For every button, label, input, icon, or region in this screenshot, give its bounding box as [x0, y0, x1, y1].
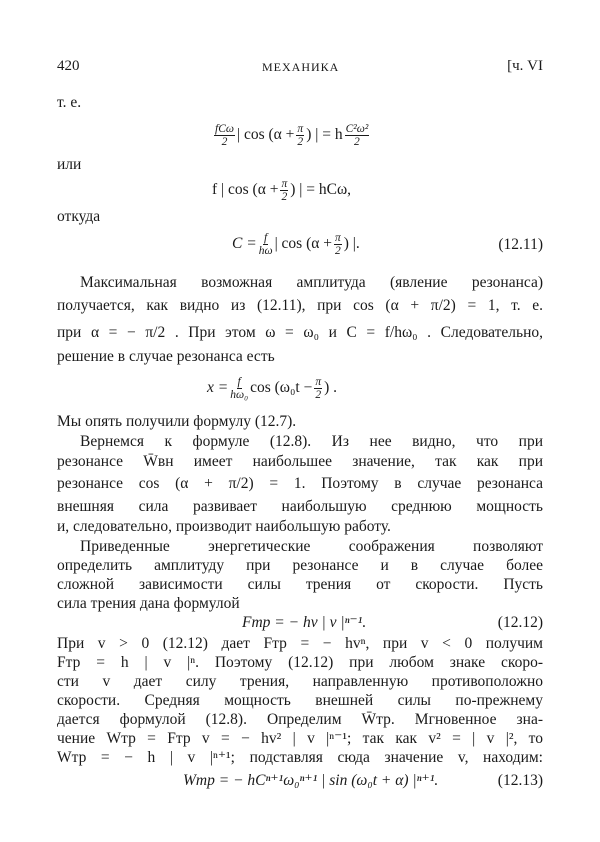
numerator: π	[334, 231, 341, 244]
text-line: резонансе W̄вн имеет наибольшее значение, так как при	[57, 453, 543, 470]
text-line: откуда	[57, 208, 101, 225]
page-number: 420	[57, 58, 80, 74]
text-line: При v > 0 (12.12) дает Fтр = − hvⁿ, при v < 0 получим	[57, 635, 543, 652]
numerator: π	[315, 375, 322, 388]
text-line: скорости. Средняя мощность внешней силы по-прежнему	[57, 692, 543, 709]
equation-12-13	[183, 762, 438, 798]
denominator: 2	[281, 190, 288, 203]
eq-part: | cos (α +	[237, 126, 295, 143]
eq-part: x =	[207, 379, 229, 396]
eq-part: ) .	[324, 379, 338, 396]
equation-1	[212, 117, 371, 153]
text-line: сила трения дана формулой	[57, 595, 240, 612]
equation-number: (12.13)	[497, 772, 543, 789]
text-line: определить амплитуду при резонансе и в случае более	[57, 557, 543, 574]
eq-part: | cos (α +	[274, 235, 332, 252]
text-line: т. е.	[57, 94, 82, 111]
eq-part: f | cos (α +	[212, 181, 279, 198]
text-line: сложной зависимости силы трения от скорости. Пусть	[57, 576, 543, 593]
equation-12-11	[232, 226, 360, 262]
numerator: π	[297, 122, 304, 135]
text-line: решение в случае резонанса есть	[57, 348, 275, 365]
eq-part: Wтр = − hCⁿ⁺¹ω₀ⁿ⁺¹ | sin (ω₀t + α) |ⁿ⁺¹.	[183, 771, 439, 789]
text-line: Wтр = − h | v |ⁿ⁺¹; подставляя сюда значение v, находим:	[57, 749, 543, 766]
denominator: hω	[258, 244, 273, 257]
equation-resonance	[207, 370, 337, 406]
text-line: при α = − π/2 . При этом ω = ω₀ и C = f/hω₀ . Следовательно,	[57, 324, 543, 341]
running-title: МЕХАНИКА	[262, 60, 340, 74]
eq-part: cos (ω₀t −	[250, 379, 313, 396]
denominator: 2	[334, 244, 341, 257]
section-label: [ч. VI	[507, 58, 543, 74]
eq-part: Fтр = − hv | v |ⁿ⁻¹.	[242, 613, 367, 631]
text-line: дается формулой (12.8). Определим W̄тр. Мгновенное зна-	[57, 711, 543, 728]
text-line: и, следовательно, производит наибольшую работу.	[57, 518, 391, 535]
numerator: C²ω²	[345, 122, 369, 135]
text-line: внешняя сила развивает наибольшую среднюю мощность	[57, 498, 543, 515]
numerator: f	[237, 375, 241, 388]
text-line: получается, как видно из (12.11), при cos (α + π/2) = 1, т. е.	[57, 297, 543, 314]
text-line: Максимальная возможная амплитуда (явление резонанса)	[80, 274, 543, 291]
denominator: hω₀	[230, 388, 249, 401]
eq-part: ) | = hCω,	[290, 181, 352, 198]
equation-number: (12.11)	[498, 236, 543, 253]
denominator: 2	[315, 388, 322, 401]
text-line: Мы опять получили формулу (12.7).	[57, 413, 297, 430]
equation-2	[212, 172, 351, 208]
eq-part: ) |.	[343, 235, 360, 252]
numerator: f	[264, 231, 268, 244]
denominator: 2	[297, 135, 304, 148]
text-line: или	[57, 156, 82, 173]
eq-part: C =	[232, 235, 257, 252]
text-line: Fтр = h | v |ⁿ. Поэтому (12.12) при любом знаке скоро-	[57, 654, 543, 671]
text-line: Вернемся к формуле (12.8). Из нее видно, что при	[80, 433, 543, 450]
text-line: сти v дает силу трения, направленную противоположно	[57, 673, 543, 690]
text-line: чение Wтр = Fтр v = − hv² | v |ⁿ⁻¹; так как v² = | v |², то	[57, 730, 543, 747]
denominator: 2	[221, 135, 228, 148]
text-line: резонансе cos (α + π/2) = 1. Поэтому в случае резонанса	[57, 475, 543, 492]
eq-part: ) | = h	[306, 126, 343, 143]
text-line: Приведенные энергетические соображения позволяют	[80, 538, 543, 555]
denominator: 2	[354, 135, 360, 148]
equation-number: (12.12)	[497, 614, 543, 631]
numerator: fCω	[215, 122, 234, 135]
numerator: π	[281, 177, 288, 190]
